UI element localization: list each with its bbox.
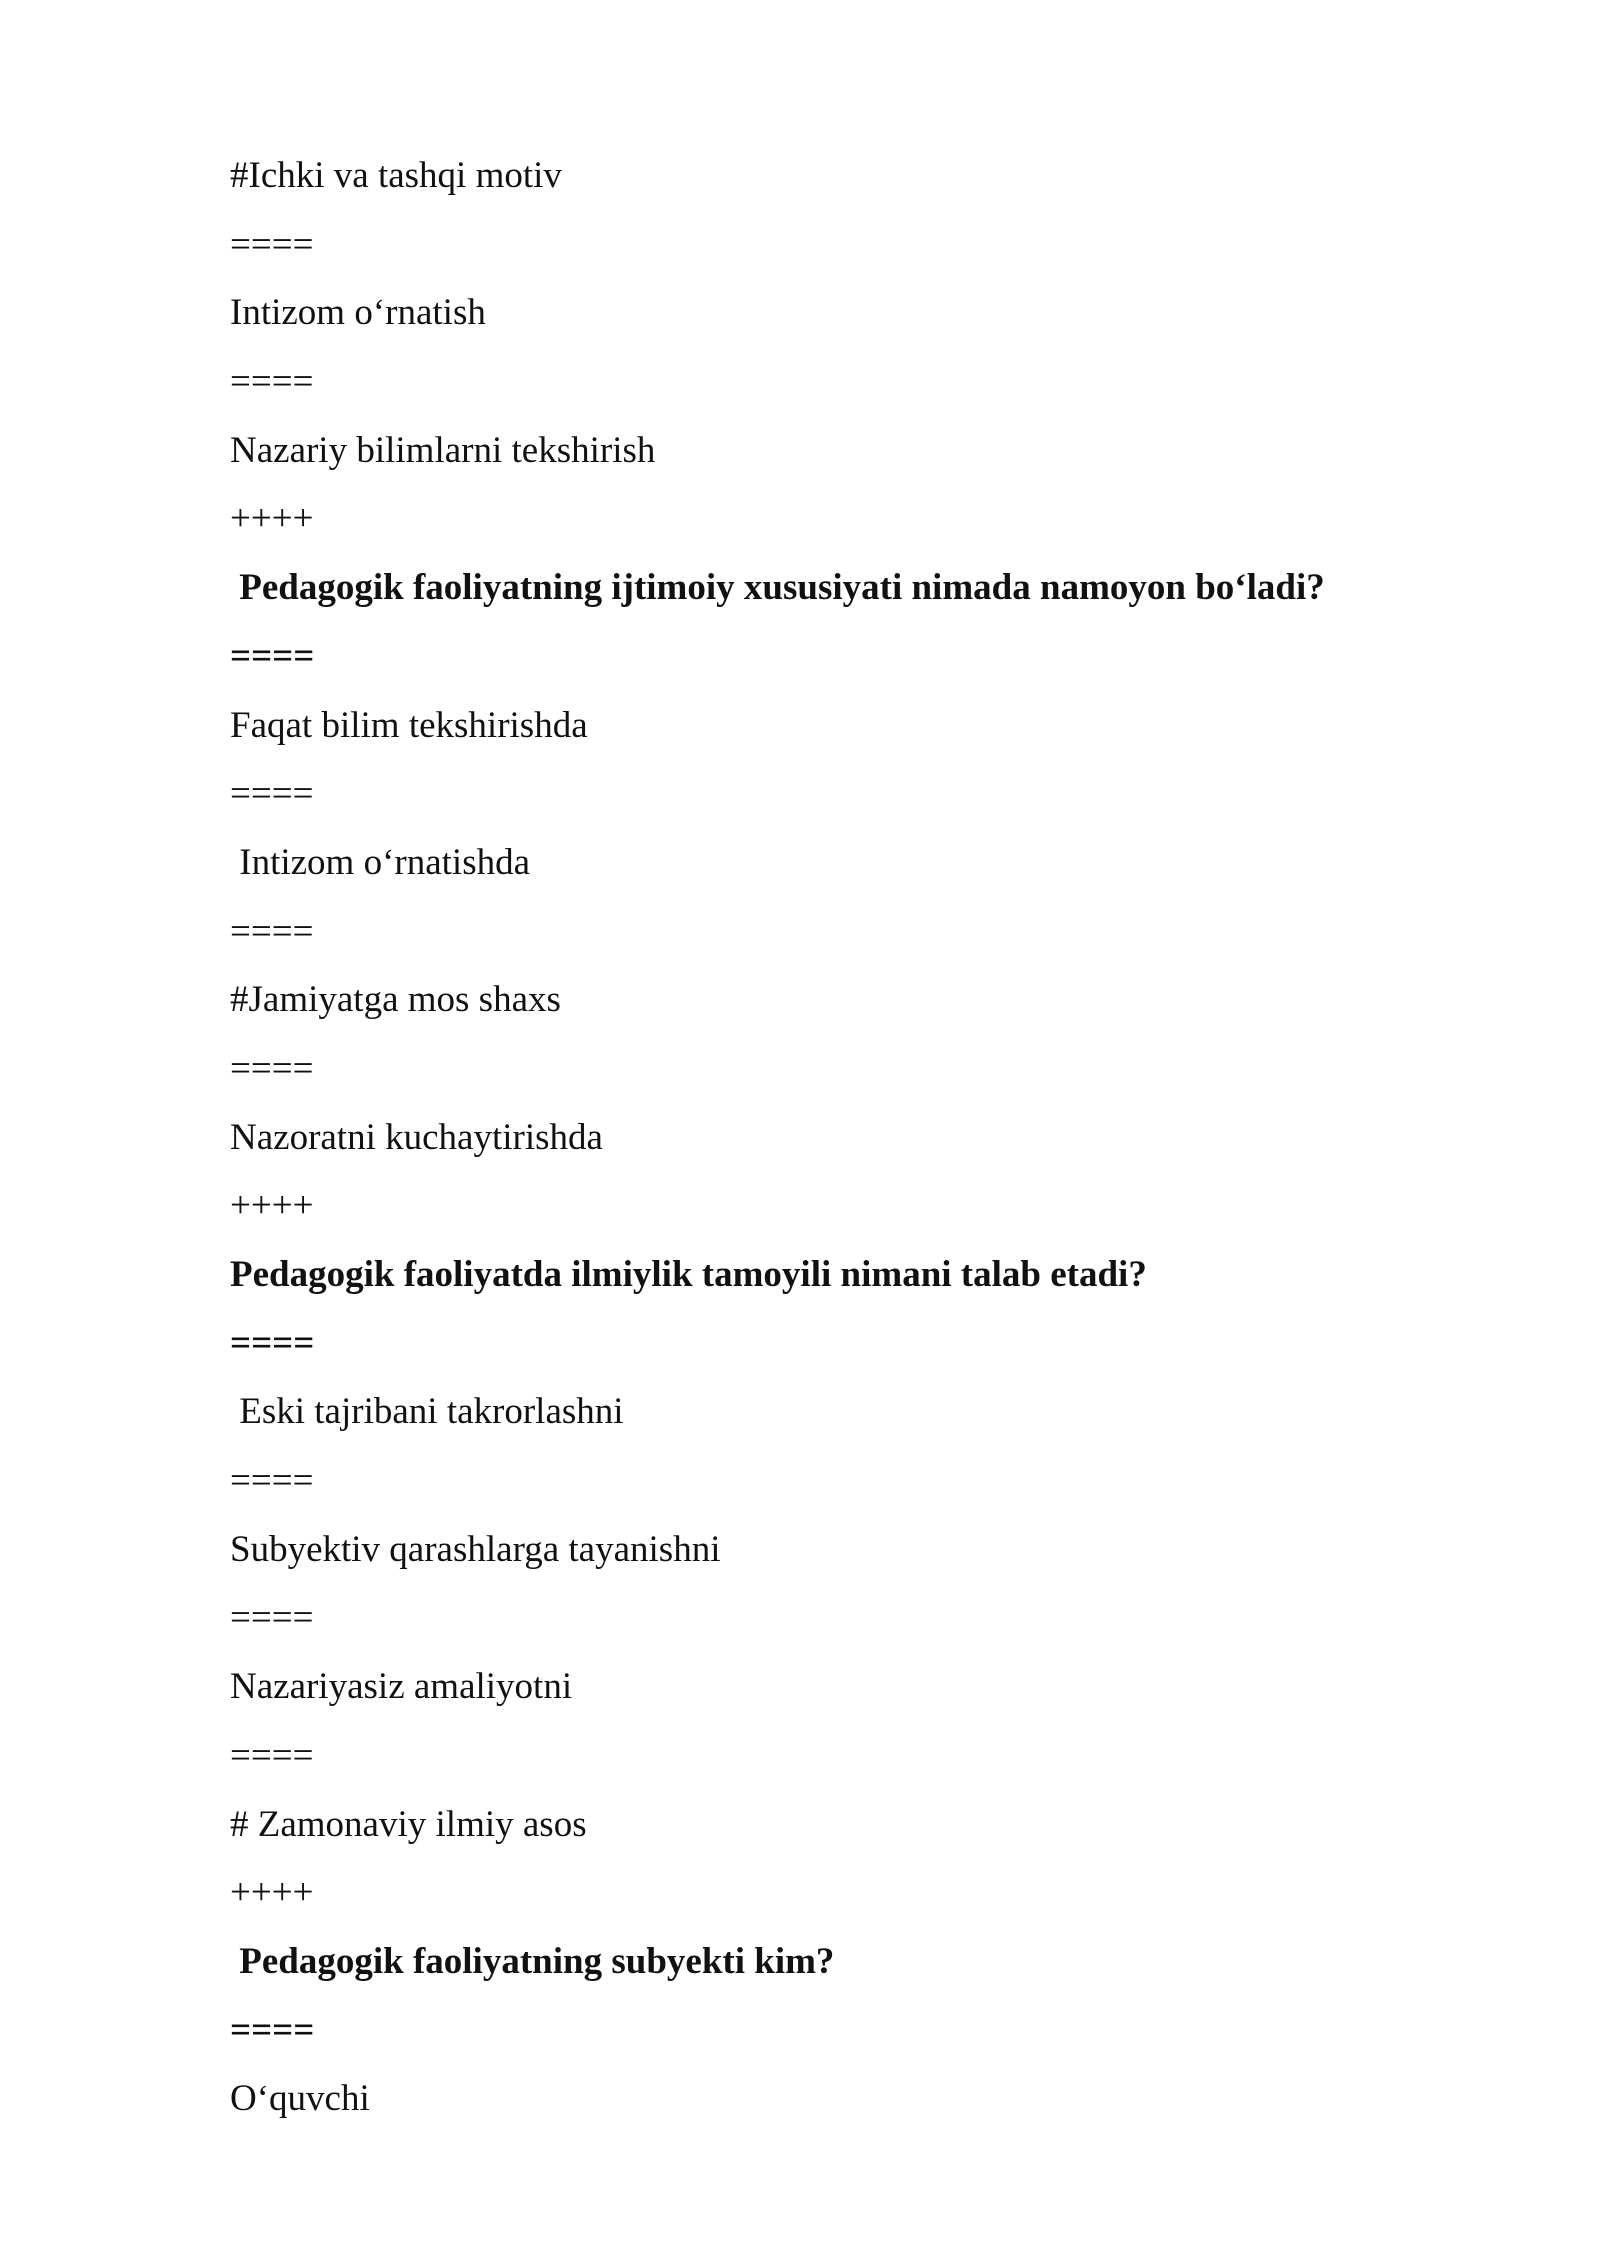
question-separator: ++++: [230, 498, 314, 540]
question-heading: Pedagogik faoliyatda ilmiylik tamoyili nimani talab etadi?: [230, 1254, 1147, 1295]
answer-option: Intizom o‘rnatish: [230, 292, 486, 334]
separator: ====: [230, 910, 314, 952]
answer-option: # Zamonaviy ilmiy asos: [230, 1803, 587, 1845]
question-heading: Pedagogik faoliyatning ijtimoiy xususiyati nimada namoyon bo‘ladi?: [230, 567, 1325, 609]
separator: ====: [230, 1047, 314, 1089]
answer-option: Subyektiv qarashlarga tayanishni: [230, 1528, 721, 1570]
answer-option: Nazoratni kuchaytirishda: [230, 1116, 603, 1158]
answer-option: Intizom o‘rnatishda: [230, 841, 531, 883]
separator: ====: [230, 361, 314, 403]
separator: ====: [230, 223, 314, 265]
separator: ====: [230, 1597, 314, 1639]
answer-option: Nazariy bilimlarni tekshirish: [230, 429, 656, 471]
separator: ====: [230, 1460, 314, 1502]
question-separator: ++++: [230, 1185, 314, 1227]
question-heading: Pedagogik faoliyatning subyekti kim?: [230, 1940, 835, 1982]
separator: ====: [230, 1322, 315, 1364]
separator: ====: [230, 635, 315, 677]
answer-option: Faqat bilim tekshirishda: [230, 704, 588, 746]
document-body: [230, 148, 1430, 2140]
question-separator: ++++: [230, 1872, 314, 1914]
separator: ====: [230, 2009, 315, 2051]
separator: ====: [230, 773, 314, 815]
separator: ====: [230, 1734, 314, 1776]
answer-option: O‘quvchi: [230, 2078, 370, 2120]
answer-option: #Jamiyatga mos shaxs: [230, 979, 561, 1021]
answer-option: #Ichki va tashqi motiv: [230, 155, 562, 196]
answer-option: Nazariyasiz amaliyotni: [230, 1666, 573, 1708]
answer-option: Eski tajribani takrorlashni: [230, 1391, 624, 1433]
